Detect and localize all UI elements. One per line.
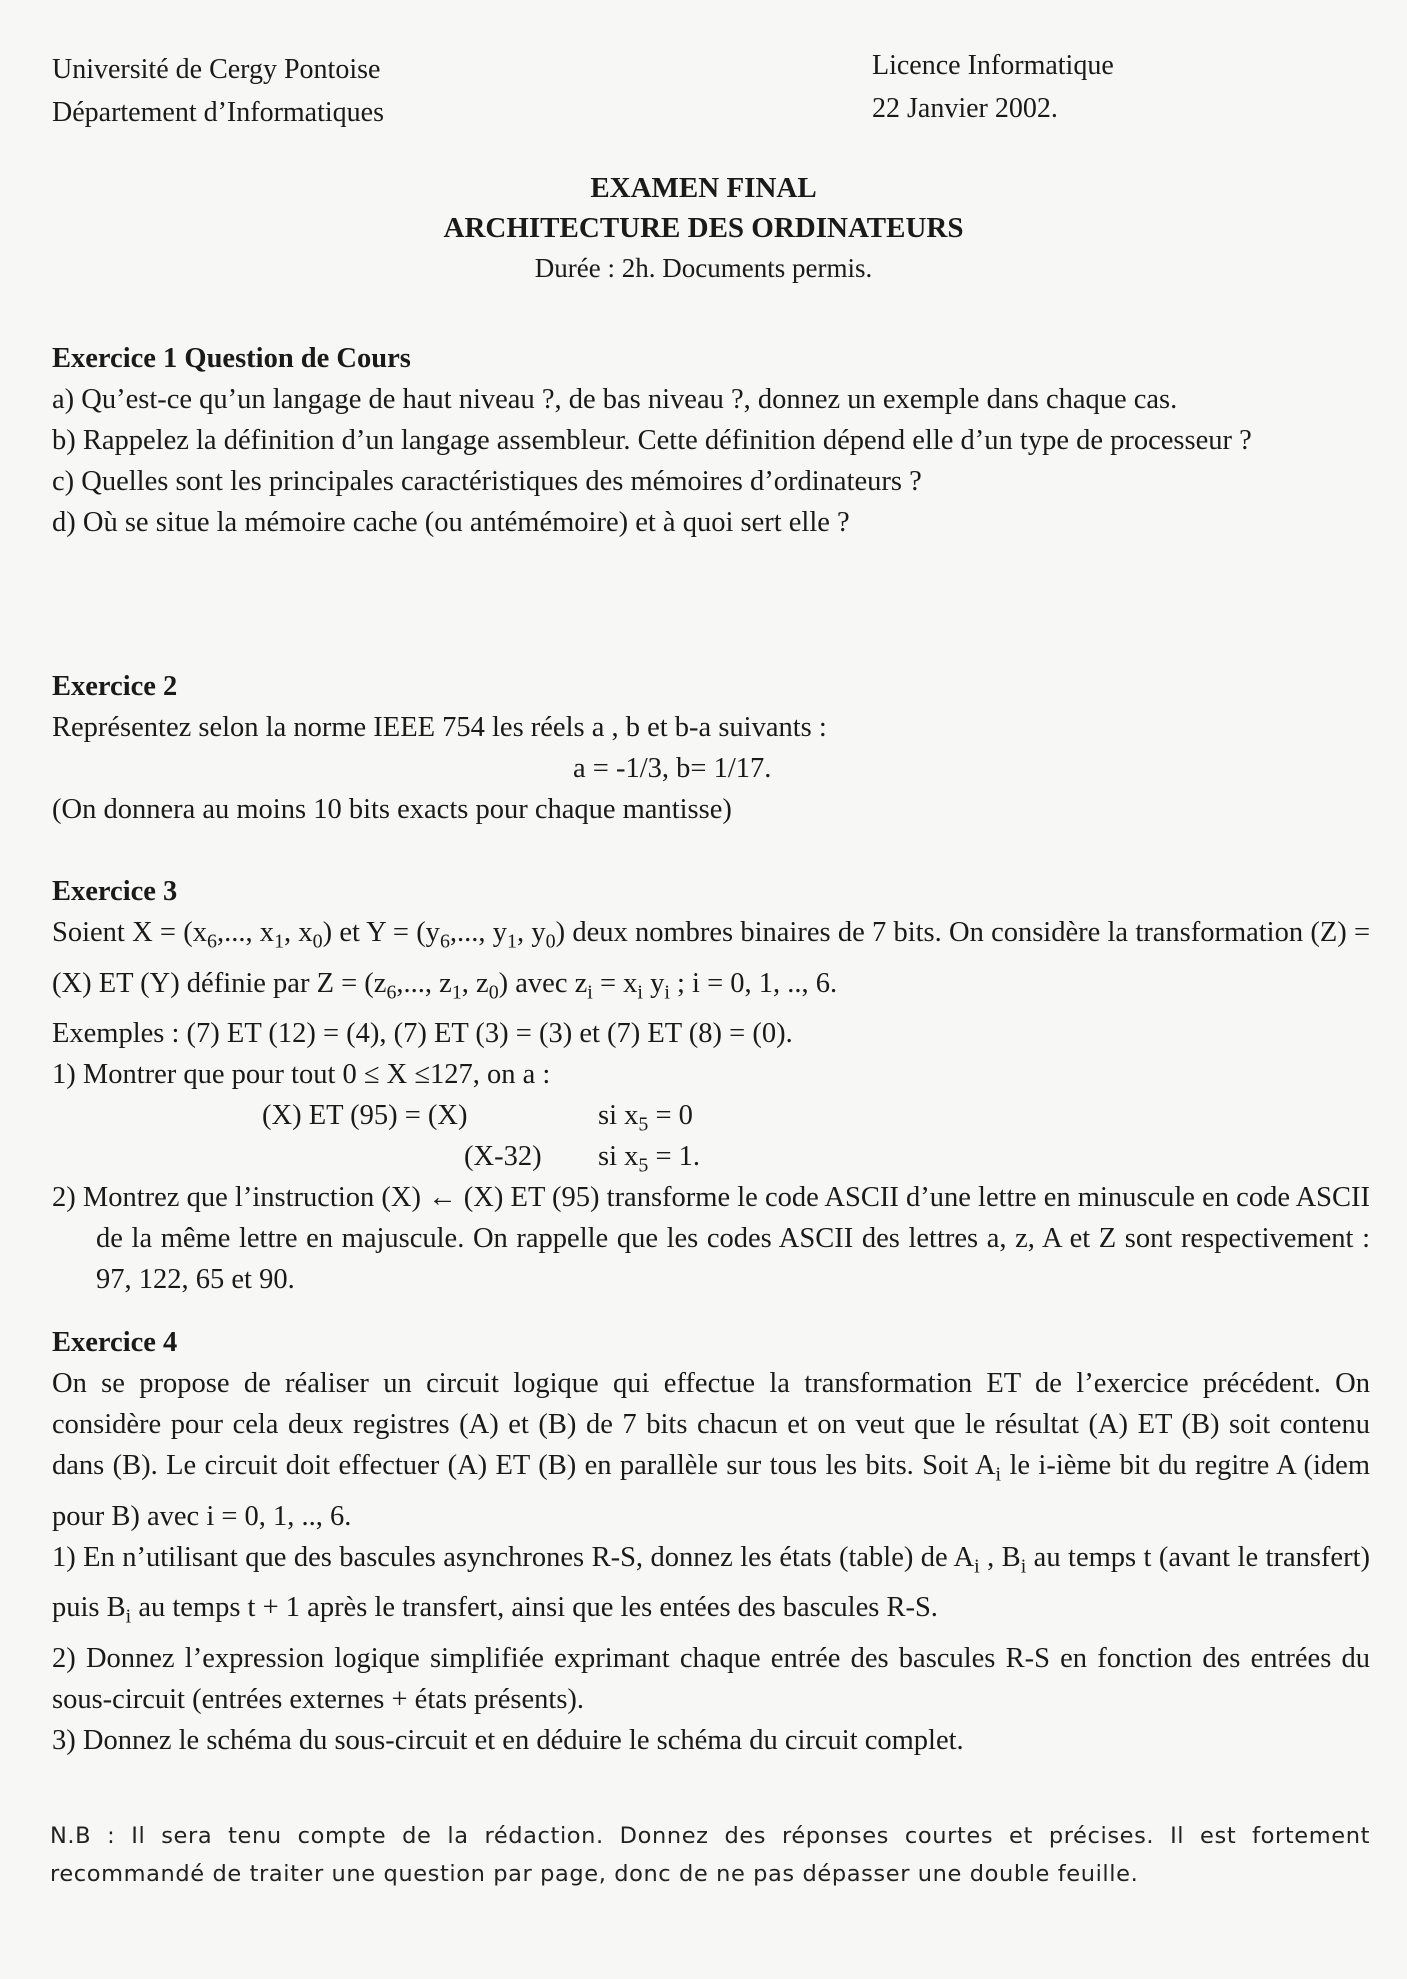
exercise-4-heading: Exercice 4 [52,1327,178,1358]
exercise-3-examples: Exemples : (7) ET (12) = (4), (7) ET (3) = (3) et (7) ET (8) = (0). [52,1018,793,1050]
exercise-4-question-3: 3) Donnez le schéma du sous-circuit et en déduire le schéma du circuit complet. [52,1725,964,1757]
exercise-3-question-1: 1) Montrer que pour tout 0 ≤ X ≤127, on a : [52,1059,551,1091]
exercise-1-question-b: b) Rappelez la définition d’un langage assembleur. Cette définition dépend elle d’un type de processeur ? [52,425,1252,456]
exercise-4-question-2: 2) Donnez l’expression logique simplifiée exprimant chaque entrée des bascules R-S en fonction des entrées du sous-circuit (entrées externes + états présents). [52,1643,1370,1716]
exercise-3-question-2: 2) Montrez que l’instruction (X) ← (X) ET (95) transforme le code ASCII d’une lettre en minuscule en code ASCII de la même lettre en majuscule. On rappelle que les codes ASCII des lettres a, z, A et Z sont respectivement : 97, 122, 65 et 90. [52,1182,1370,1296]
title-block [0,168,1407,288]
exercise-3 [52,871,1370,1300]
exercise-3-definition: Soient $X = (x_6$,..., $x_1$, $x_0$) et $Y = (y_6$,..., $y_1$, $y_0$) deux nombres binaires de 7 bits. On considère la transformation (Z) = (X) ET (Y) définie par $Z = (z_6$,..., $z_1$, $z_0$) avec $z_i = x_i$ $y_i$ ; i = 0, 1, .., 6. [52,917,1371,1004]
exercise-1-question-c: c) Quelles sont les principales caractéristiques des mémoires d’ordinateurs ? [52,466,922,497]
exercise-3-formula: (X) ET (95) = (X) si $x_5 = 0$ (X-32) si $x_5 = 1$. [262,1100,701,1178]
program-name: Licence Informatique [872,50,1114,81]
exercise-1-question-d: d) Où se situe la mémoire cache (ou antémémoire) et à quoi sert elle ? [52,507,850,538]
exercise-1 [52,338,1370,543]
exercise-2-values: a = -1/3, b= 1/17. [573,753,772,784]
exercise-4 [52,1322,1370,1761]
exam-date: 22 Janvier 2002. [872,93,1058,124]
department-name: Département d’Informatiques [52,97,384,128]
exercise-3-heading: Exercice 3 [52,876,178,907]
exercise-2 [52,666,1370,830]
exercise-2-note: (On donnera au moins 10 bits exacts pour chaque mantisse) [52,794,732,825]
exam-title: EXAMEN FINAL [590,172,817,204]
exercise-4-question-1: 1) En n’utilisant que des bascules asynchrones R-S, donnez les états (table) de $A_i$ , $B_i$ au temps t (avant le transfert) puis $B_i$ au temps t + 1 après le transfert, ainsi que les entées des bascules R-S. [52,1541,1370,1629]
exercise-4-intro: On se propose de réaliser un circuit logique qui effectue la transformation ET de l’exercice précédent. On considère pour cela deux registres (A) et (B) de 7 bits chacun et on veut que le résultat (A) ET (B) soit contenu dans (B). Le circuit doit effectuer (A) ET (B) en parallèle sur tous les bits. Soit $A_i$ le i-ième bit du regitre A (idem pour B) avec i = 0, 1, .., 6. [52,1368,1370,1532]
footnote-nb: N.B : Il sera tenu compte de la rédaction. Donnez des réponses courtes et précises. Il est fortement recommandé de traiter une question par page, donc de ne pas dépasser une double feuille. [50,1823,1370,1887]
exercise-2-heading: Exercice 2 [52,671,178,702]
exam-duration: Durée : 2h. Documents permis. [534,253,873,283]
university-name: Université de Cergy Pontoise [52,54,381,85]
exercise-1-heading: Exercice 1 Question de Cours [52,343,411,374]
exercise-2-statement: Représentez selon la norme IEEE 754 les réels a , b et b-a suivants : [52,712,827,743]
header-right [872,44,1114,130]
course-title: ARCHITECTURE DES ORDINATEURS [443,212,964,244]
exercise-1-question-a: a) Qu’est-ce qu’un langage de haut niveau ?, de bas niveau ?, donnez un exemple dans chaque cas. [52,384,1178,415]
header-left [52,48,384,134]
